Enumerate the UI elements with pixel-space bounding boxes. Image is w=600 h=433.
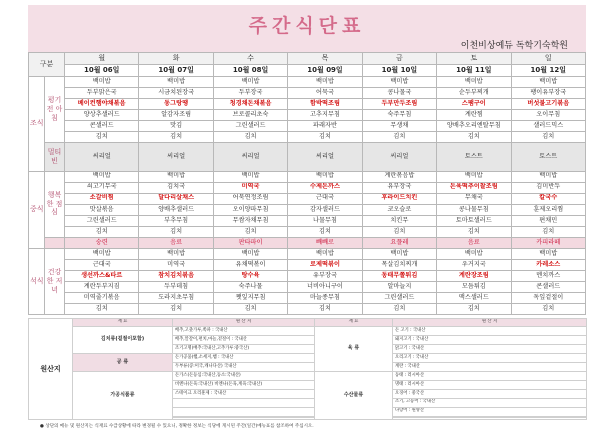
menu-item: 어묵국: [288, 88, 362, 99]
origin-line: 돈 고기 : 국내산: [393, 327, 587, 336]
menu-item: 계란찜: [437, 110, 511, 121]
dinner-row: [29, 292, 586, 303]
menu-item: 알마늘지: [362, 281, 436, 292]
menu-item: 근대국: [288, 193, 362, 204]
dinner-row: [29, 270, 586, 281]
menu-item: 미역국: [213, 182, 287, 193]
dinner-row: [29, 259, 586, 270]
origin-line: [173, 418, 315, 420]
origin-line: 돼지고기 : 국내산: [393, 335, 587, 344]
menu-item: 김치: [362, 303, 436, 314]
menu-item: 맛김: [139, 121, 213, 132]
menu-item: 고추지무침: [288, 110, 362, 121]
lunch-row: [29, 215, 586, 226]
dinner-row: [29, 303, 586, 314]
menu-item: 오이양파무침: [213, 204, 287, 215]
menu-item: 김치: [139, 226, 213, 237]
menu-item: 김치: [511, 226, 585, 237]
menu-item: 함박떡조림: [288, 99, 362, 110]
date-tue: 10월 07일: [139, 65, 213, 77]
breakfast-type-label: 평기 전 아침: [45, 77, 65, 143]
menu-item: 백미밥: [511, 248, 585, 259]
menu-item: 모듬튀김: [437, 281, 511, 292]
menu-item: 로제떡볶이: [288, 259, 362, 270]
origin-group-processed: 공 류: [73, 353, 173, 371]
lunch-row: [29, 204, 586, 215]
weekday-header-row: [29, 53, 586, 65]
menu-item: 김치: [65, 132, 139, 143]
menu-item: 백미밥: [288, 248, 362, 259]
menu-item: 맥스샐러드: [437, 292, 511, 303]
breakfast-row: [29, 88, 586, 99]
menu-item: 콩나물국: [362, 88, 436, 99]
origin-line: 오리고기 : 국내산: [393, 353, 587, 362]
menu-item: 돈육떡추이찰조림: [437, 182, 511, 193]
origin-left-header-origin: 원 산 지: [173, 319, 315, 327]
breakfast-row: [29, 110, 586, 121]
weekday-tue: 화: [139, 53, 213, 65]
origin-line: 배추,알갈이,펀치,마늘,겉절이 : 국내산: [173, 335, 315, 344]
origin-line: 명태 : 러시아산: [393, 380, 587, 389]
dinner-type-label: 건강 한 저녁: [45, 248, 65, 314]
menu-item: 백미밥: [65, 248, 139, 259]
menu-item: 백미밥: [139, 77, 213, 88]
lunch-row: [29, 171, 586, 182]
menu-item: 백미밥: [65, 171, 139, 182]
dinner-row: [29, 248, 586, 259]
menu-item: 백미밥: [65, 77, 139, 88]
menu-item: 김치: [213, 226, 287, 237]
menu-item: 양배추오리엔탈무침: [437, 121, 511, 132]
menu-item: 우거지국: [437, 259, 511, 270]
menu-item: 콘샐러드: [511, 281, 585, 292]
origin-line: 두부류(콩:미국,캐나다산) 국내산: [173, 362, 315, 371]
menu-item: 브로콜리초숙: [213, 110, 287, 121]
menu-item: 무채국: [437, 193, 511, 204]
extra-item: 씨리얼: [139, 143, 213, 171]
menu-item: 김치: [213, 132, 287, 143]
date-fri: 10월 10일: [362, 65, 436, 77]
origin-line: 배추,고춧가루,쪽파 : 국내산: [173, 327, 315, 336]
menu-item: 백미밥: [362, 248, 436, 259]
menu-item: 소갈비찜: [65, 193, 139, 204]
dinner-row: [29, 281, 586, 292]
weekday-mon: 월: [65, 53, 139, 65]
menu-item: 김치: [511, 303, 585, 314]
menu-item: 백미밥: [139, 248, 213, 259]
menu-item: 베이컨햄야채볶음: [65, 99, 139, 110]
weekly-menu-table: [28, 52, 586, 315]
header-banner: [28, 5, 586, 52]
origin-seafood-label: 수산물류: [315, 371, 393, 419]
menu-item: 양배추샐러드: [139, 204, 213, 215]
menu-item: 쇠고기무국: [65, 182, 139, 193]
menu-item: 근대국: [65, 259, 139, 270]
menu-item: 김치: [65, 226, 139, 237]
origin-group-kimchi: 김치류(겉절이포함): [73, 327, 173, 354]
menu-item: 멘치까스: [511, 270, 585, 281]
origin-line: [173, 398, 315, 407]
origin-group-foods: 가공식품류: [73, 371, 173, 419]
extra-item: 음료: [437, 237, 511, 248]
menu-item: 백미밥: [437, 248, 511, 259]
menu-item: 콘샐러드: [65, 121, 139, 132]
breakfast-row: [29, 77, 586, 88]
menu-item: 그린샐러드: [65, 215, 139, 226]
menu-item: 그린샐러드: [213, 121, 287, 132]
menu-item: 백미밥: [213, 171, 287, 182]
menu-item: 계란두부지짐: [65, 281, 139, 292]
lunch-label: 중식: [29, 171, 45, 248]
menu-item: 김치: [288, 132, 362, 143]
menu-item: 목살김치찌개: [362, 259, 436, 270]
menu-item: 생선까스&타르: [65, 270, 139, 281]
menu-item: 스팸구이: [437, 99, 511, 110]
menu-item: 김치: [288, 303, 362, 314]
extra-item: 씨리얼: [362, 143, 436, 171]
menu-item: 미역줄기볶음: [65, 292, 139, 303]
origin-title: 원산지: [29, 319, 73, 420]
menu-item: 백미밥: [288, 171, 362, 182]
menu-item: 미역국: [139, 259, 213, 270]
lunch-extra-label: [45, 237, 65, 248]
menu-item: 백미밥: [511, 77, 585, 88]
menu-item: 백미밥: [437, 171, 511, 182]
lunch-type-label: 행복 한 점심: [45, 171, 65, 237]
menu-item: 코오슬로: [362, 204, 436, 215]
menu-item: 두부데침: [139, 281, 213, 292]
menu-item: 두부맑은국: [65, 88, 139, 99]
menu-item: 치킨무: [362, 215, 436, 226]
origin-line: 닭고기 : 국내산: [393, 344, 587, 353]
academy-name: 이천비상예듀 독학기숙학원: [460, 41, 568, 51]
menu-item: 샐러드믹스: [511, 121, 585, 132]
origin-line: 돈가공품(햄,소세지,햄 : 국내산: [173, 353, 315, 362]
extra-item: 씨리얼: [65, 143, 139, 171]
origin-line: 오징어 : 중국산: [393, 389, 587, 398]
menu-item: 백미밥: [511, 171, 585, 182]
menu-item: 팽이유부장국: [511, 88, 585, 99]
menu-item: 청경채돈채볶음: [213, 99, 287, 110]
lunch-extra-row: [29, 237, 586, 248]
page-title: 주간식단표: [248, 15, 366, 37]
lunch-row: [29, 226, 586, 237]
gubun-label: 구분: [29, 53, 65, 77]
menu-item: 김치: [437, 132, 511, 143]
origin-line: [393, 418, 587, 420]
menu-item: 감자샐러드: [288, 204, 362, 215]
menu-item: 김치: [213, 303, 287, 314]
menu-item: 순두부찌개: [437, 88, 511, 99]
menu-item: 동태무쫄튀김: [362, 270, 436, 281]
menu-item: 시금치된장국: [139, 88, 213, 99]
menu-item: 파래자반: [288, 121, 362, 132]
menu-item: 양상추샐러드: [65, 110, 139, 121]
menu-item: 김치: [511, 132, 585, 143]
origin-line: 계란 : 국내산: [393, 362, 587, 371]
menu-item: 김치: [139, 132, 213, 143]
origin-meat-label: 육 류: [315, 327, 393, 372]
menu-item: 두부만두조림: [362, 99, 436, 110]
menu-item: 도라지초무침: [139, 292, 213, 303]
extra-item: 토스트: [437, 143, 511, 171]
breakfast-label: 조식: [29, 77, 45, 172]
menu-item: 탕수육: [213, 270, 287, 281]
menu-item: 김치: [65, 303, 139, 314]
extra-item: 판타파이: [213, 237, 287, 248]
menu-item: 오이무침: [511, 110, 585, 121]
menu-item: 맛살볶음: [65, 204, 139, 215]
menu-item: 무쌈자채무침: [213, 215, 287, 226]
origin-line: 조기, 고등어 : 국내산: [393, 398, 587, 407]
origin-line: 스테이크 오리훈제 : 국내산: [173, 389, 315, 398]
menu-item: 칼국수: [511, 193, 585, 204]
weekday-fri: 금: [362, 53, 436, 65]
menu-item: 부추무침: [139, 215, 213, 226]
extra-item: 카피라떼: [511, 237, 585, 248]
menu-item: 너비아니구이: [288, 281, 362, 292]
menu-item: 토마토샐러드: [437, 215, 511, 226]
menu-item: 유부장국: [288, 270, 362, 281]
menu-item: 김치: [362, 226, 436, 237]
menu-item: 숙주나물: [213, 281, 287, 292]
menu-item: 계란볶음밥: [362, 171, 436, 182]
weekday-sun: 일: [511, 53, 585, 65]
date-wed: 10월 08일: [213, 65, 287, 77]
menu-item: 김치: [437, 226, 511, 237]
menu-item: 마늘종무침: [288, 292, 362, 303]
origin-line: 다랑어 : 원양산: [393, 407, 587, 416]
menu-item: 편채민: [511, 215, 585, 226]
menu-item: 동그랑땡: [139, 99, 213, 110]
origin-left-header-item: 재 료: [73, 319, 173, 327]
menu-item: 김치국: [139, 182, 213, 193]
date-thu: 10월 09일: [288, 65, 362, 77]
extra-item: 숭련: [65, 237, 139, 248]
menu-item: 카레소스: [511, 259, 585, 270]
origin-right-header-item: 재 료: [315, 319, 393, 327]
extra-item: 빼빼로: [288, 237, 362, 248]
breakfast-row: [29, 99, 586, 110]
menu-item: 무생채: [362, 121, 436, 132]
menu-item: 백미밥: [213, 248, 287, 259]
origin-line: 조기고명(배추:국내산,고추가루:중국산): [173, 344, 315, 353]
menu-item: 숙주무침: [362, 110, 436, 121]
origin-table: [28, 318, 587, 420]
origin-line: 돈가스(돈등심:국내산,동소:국내산): [173, 371, 315, 380]
menu-item: 백미밥: [437, 77, 511, 88]
breakfast-extra-row: [29, 143, 586, 171]
weekday-sat: 토: [437, 53, 511, 65]
date-sat: 10월 11일: [437, 65, 511, 77]
menu-item: 훈제오리찜: [511, 204, 585, 215]
breakfast-row: [29, 121, 586, 132]
menu-item: 백미밥: [362, 77, 436, 88]
menu-item: 그린샐러드: [362, 292, 436, 303]
weekday-thu: 목: [288, 53, 362, 65]
menu-item: 두부장국: [213, 88, 287, 99]
menu-item: 김미반두: [511, 182, 585, 193]
weekday-wed: 수: [213, 53, 287, 65]
dinner-label: 석식: [29, 248, 45, 314]
origin-right-header-origin: 원 산 지: [393, 319, 587, 327]
menu-item: 김치: [362, 132, 436, 143]
origin-line: 비엔나(돈육:국내산) 비엔나(돈육,계육:국내산): [173, 380, 315, 389]
origin-line: 동태 : 러시아산: [393, 371, 587, 380]
menu-item: 나물무침: [288, 215, 362, 226]
menu-item: 쨋잎지무침: [213, 292, 287, 303]
menu-item: 김치: [288, 226, 362, 237]
menu-item: 백미밥: [288, 77, 362, 88]
date-sun: 10월 12일: [511, 65, 585, 77]
extra-item: 음료: [139, 237, 213, 248]
menu-item: 수제돈까스: [288, 182, 362, 193]
origin-line: [173, 407, 315, 416]
breakfast-snack-label: 멀티빈: [45, 143, 65, 171]
menu-item: 독잎겉절이: [511, 292, 585, 303]
date-header-row: [29, 65, 586, 77]
extra-item: 토스트: [511, 143, 585, 171]
menu-item: 김치: [139, 303, 213, 314]
extra-item: 요플레: [362, 237, 436, 248]
extra-item: 씨리얼: [288, 143, 362, 171]
menu-item: 어묵연정조림: [213, 193, 287, 204]
date-mon: 10월 06일: [65, 65, 139, 77]
menu-item: 버섯불고기볶음: [511, 99, 585, 110]
menu-item: 유채떡볶이: [213, 259, 287, 270]
menu-item: 후라이드치킨: [362, 193, 436, 204]
menu-item: 참치김치볶음: [139, 270, 213, 281]
lunch-row: [29, 193, 586, 204]
menu-item: 콩나물무침: [437, 204, 511, 215]
menu-item: 계란장조림: [437, 270, 511, 281]
menu-body: [29, 77, 586, 315]
lunch-row: [29, 182, 586, 193]
breakfast-row: [29, 132, 586, 143]
menu-item: 김치: [437, 303, 511, 314]
extra-item: 씨리얼: [213, 143, 287, 171]
menu-item: 유부장국: [362, 182, 436, 193]
menu-item: 백미밥: [139, 171, 213, 182]
menu-item: 백미밥: [213, 77, 287, 88]
menu-item: 알감자조림: [139, 110, 213, 121]
menu-item: 달다리살채스: [139, 193, 213, 204]
footnote: ● 상단의 메뉴 및 원산지는 식재료 수급상황에 따라 변경될 수 있으니, 정확한 정보는 식당에 게시된 주간(일간)메뉴표를 참조하여 주십시오.: [40, 424, 314, 429]
